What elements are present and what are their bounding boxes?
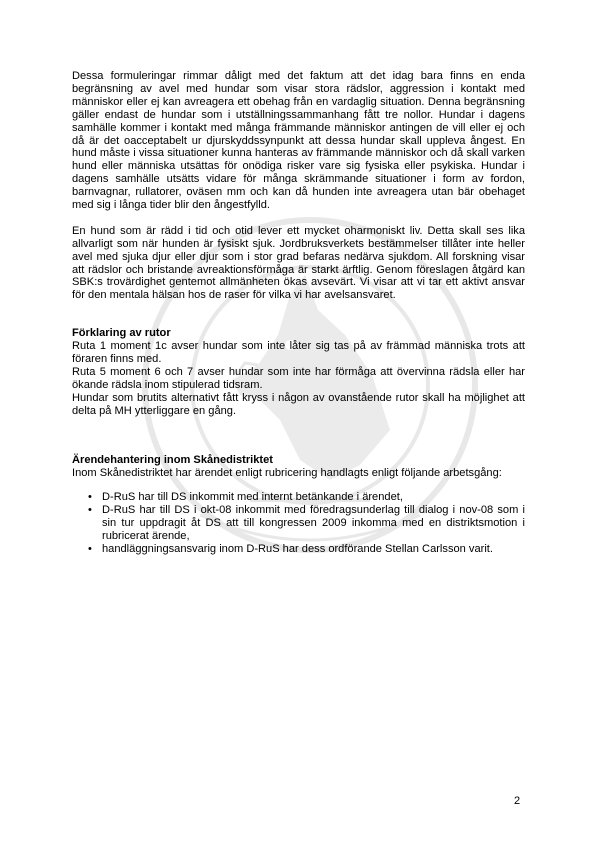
forklaring-line-1: Ruta 1 moment 1c avser hundar som inte låter sig tas på av främmad människa trots att föraren finns med.: [72, 340, 525, 366]
heading-forklaring: Förklaring av rutor: [72, 327, 171, 340]
heading-arendehantering: Ärendehantering inom Skånedistriktet: [72, 453, 273, 466]
bullet-icon: •: [88, 491, 92, 504]
arende-bullet-list: [72, 491, 525, 556]
list-item-text: D-RuS har till DS i okt-08 inkommit med föredragsunderlag till dialog i nov-08 som i sin tur uppdragit åt DS att till kongressen 2009 inkomma med en distriktsmotion i rubricerat ärende,: [102, 504, 525, 543]
list-item: [72, 504, 525, 543]
bullet-icon: •: [88, 543, 92, 556]
list-item: [72, 543, 525, 556]
forklaring-line-3: Hundar som brutits alternativt fått kryss i någon av ovanstående rutor skall ha möjlighet att delta på MH ytterliggare en gång.: [72, 391, 525, 417]
list-item: [72, 491, 525, 504]
bullet-icon: •: [88, 504, 92, 517]
page-number: 2: [514, 795, 521, 807]
document-body: [72, 70, 525, 556]
paragraph-fearful-dogs: En hund som är rädd i tid och otid lever ett mycket oharmoniskt liv. Detta skall ses lika allvarligt som när hunden är fysiskt sjuk. Jordbruksverkets bestämmelser tillåter inte heller avel med sjuka djur eller djur som i stor grad befaras nedärva sjukdom. All forskning visar att rädslor och bristande avreaktionsförmåga är starkt ärftlig. Genom föreslagen åtgärd kan SBK:s trovärdighet gentemot allmänheten ökas avsevärt. Vi visar att vi tar ett aktivt ansvar för den mentala hälsan hos de raser för vilka vi har avelsansvaret.: [72, 224, 525, 302]
forklaring-line-2: Ruta 5 moment 6 och 7 avser hundar som inte har förmåga att övervinna rädsla eller har ökande rädsla inom stipulerad tidsram.: [72, 366, 525, 391]
list-item-text: D-RuS har till DS inkommit med internt betänkande i ärendet,: [102, 491, 403, 504]
list-item-text: handläggningsansvarig inom D-RuS har dess ordförande Stellan Carlsson varit.: [102, 543, 493, 556]
paragraph-breeding-restrictions: Dessa formuleringar rimmar dåligt med det faktum att det idag bara finns en enda begränsning av avel med hundar som visar stora rädslor, aggression i kontakt med människor eller ej kan avreagera ett obehag från en vardaglig situation. Denna begränsning gäller endast de hundar som i utställningssammanhang fått tre nollor. Hundar i dagens samhälle kommer i kontakt med många främmande människor antingen de vill eller ej och då är det oacceptabelt ur djurskyddssynpunkt att dessa hundar skall uppleva ångest. En hund måste i vissa situationer kunna hanteras av främmande människor och då skall varken hund eller människa utsättas för onödiga risker vare sig fysiska eller psykiska. Hundar i dagens samhälle utsätts vidare för många skrämmande situationer i form av fordon, barnvagnar, rullatorer, oväsen mm och kan då hunden inte avreagera utan bär obehaget med sig i långa tider blir den ångestfylld.: [72, 70, 525, 212]
arende-intro: Inom Skånedistriktet har ärendet enligt rubricering handlagts enligt följande arbetsgång:: [72, 466, 502, 479]
